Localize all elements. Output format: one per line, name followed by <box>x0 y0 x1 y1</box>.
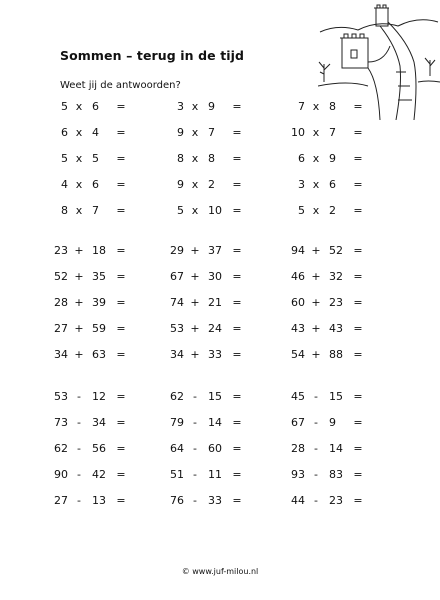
operand-2: 14 <box>208 416 222 429</box>
operator: - <box>77 416 81 429</box>
operand-1: 27 <box>54 322 68 335</box>
operand-2: 83 <box>329 468 343 481</box>
operand-1: 29 <box>170 244 184 257</box>
operator: - <box>314 494 318 507</box>
equals-sign: = <box>353 244 363 257</box>
operator: - <box>77 390 81 403</box>
equals-sign: = <box>232 322 242 335</box>
operator: - <box>314 390 318 403</box>
operator: - <box>193 494 197 507</box>
equals-sign: = <box>116 100 126 113</box>
operand-2: 15 <box>208 390 222 403</box>
operand-1: 3 <box>298 178 305 191</box>
operand-2: 8 <box>329 100 336 113</box>
equals-sign: = <box>116 322 126 335</box>
operand-1: 43 <box>291 322 305 335</box>
operator: x <box>312 152 320 165</box>
operand-1: 60 <box>291 296 305 309</box>
equals-sign: = <box>353 126 363 139</box>
operator: - <box>193 390 197 403</box>
equals-sign: = <box>353 100 363 113</box>
operator: - <box>193 468 197 481</box>
operand-1: 10 <box>291 126 305 139</box>
operand-1: 67 <box>291 416 305 429</box>
sum-row <box>0 178 440 194</box>
operand-2: 7 <box>329 126 336 139</box>
equals-sign: = <box>116 152 126 165</box>
sum-row <box>0 494 440 510</box>
sum-row <box>0 204 440 220</box>
operator: + <box>311 322 321 335</box>
equals-sign: = <box>232 178 242 191</box>
equals-sign: = <box>353 322 363 335</box>
operand-2: 56 <box>92 442 106 455</box>
operator: x <box>191 204 199 217</box>
operator: + <box>74 270 84 283</box>
equals-sign: = <box>353 416 363 429</box>
equals-sign: = <box>353 296 363 309</box>
operand-1: 79 <box>170 416 184 429</box>
operand-2: 9 <box>329 152 336 165</box>
operand-1: 28 <box>54 296 68 309</box>
operand-2: 21 <box>208 296 222 309</box>
operator: - <box>314 468 318 481</box>
equals-sign: = <box>116 416 126 429</box>
equals-sign: = <box>353 468 363 481</box>
operand-2: 7 <box>92 204 99 217</box>
operand-2: 13 <box>92 494 106 507</box>
operator: x <box>75 126 83 139</box>
sum-row <box>0 244 440 260</box>
operand-1: 5 <box>61 152 68 165</box>
sum-row <box>0 390 440 406</box>
equals-sign: = <box>353 494 363 507</box>
operand-2: 6 <box>329 178 336 191</box>
equals-sign: = <box>232 126 242 139</box>
operand-1: 76 <box>170 494 184 507</box>
sum-row <box>0 416 440 432</box>
sum-row <box>0 152 440 168</box>
sum-row <box>0 296 440 312</box>
operand-2: 7 <box>208 126 215 139</box>
equals-sign: = <box>116 442 126 455</box>
operand-2: 42 <box>92 468 106 481</box>
equals-sign: = <box>232 152 242 165</box>
operand-1: 23 <box>54 244 68 257</box>
operator: + <box>190 296 200 309</box>
operand-2: 34 <box>92 416 106 429</box>
operator: - <box>77 468 81 481</box>
operand-1: 5 <box>298 204 305 217</box>
operator: - <box>314 442 318 455</box>
operand-2: 59 <box>92 322 106 335</box>
operand-1: 8 <box>61 204 68 217</box>
operator: x <box>75 152 83 165</box>
sum-row <box>0 270 440 286</box>
operator: + <box>190 244 200 257</box>
operand-1: 93 <box>291 468 305 481</box>
operand-2: 11 <box>208 468 222 481</box>
operator: x <box>191 126 199 139</box>
operand-1: 46 <box>291 270 305 283</box>
equals-sign: = <box>353 152 363 165</box>
operand-2: 12 <box>92 390 106 403</box>
equals-sign: = <box>353 204 363 217</box>
operand-1: 45 <box>291 390 305 403</box>
operand-2: 18 <box>92 244 106 257</box>
equals-sign: = <box>232 468 242 481</box>
operator: + <box>190 348 200 361</box>
operand-1: 6 <box>61 126 68 139</box>
operator: x <box>312 204 320 217</box>
operand-1: 74 <box>170 296 184 309</box>
operand-1: 9 <box>177 178 184 191</box>
operand-2: 2 <box>208 178 215 191</box>
operand-1: 28 <box>291 442 305 455</box>
operator: - <box>193 442 197 455</box>
equals-sign: = <box>232 296 242 309</box>
operand-1: 90 <box>54 468 68 481</box>
operator: + <box>311 244 321 257</box>
operand-1: 34 <box>54 348 68 361</box>
equals-sign: = <box>116 348 126 361</box>
operand-2: 4 <box>92 126 99 139</box>
operand-1: 6 <box>298 152 305 165</box>
sum-row <box>0 348 440 364</box>
sum-row <box>0 100 440 116</box>
operand-1: 4 <box>61 178 68 191</box>
operand-1: 9 <box>177 126 184 139</box>
operator: x <box>191 100 199 113</box>
operand-2: 6 <box>92 178 99 191</box>
operand-1: 5 <box>61 100 68 113</box>
operator: - <box>193 416 197 429</box>
equals-sign: = <box>116 296 126 309</box>
operator: x <box>75 204 83 217</box>
operand-2: 15 <box>329 390 343 403</box>
operand-1: 34 <box>170 348 184 361</box>
equals-sign: = <box>353 178 363 191</box>
operator: x <box>312 178 320 191</box>
operand-2: 24 <box>208 322 222 335</box>
equals-sign: = <box>116 390 126 403</box>
operator: - <box>77 442 81 455</box>
equals-sign: = <box>232 442 242 455</box>
sum-row <box>0 322 440 338</box>
operand-2: 33 <box>208 494 222 507</box>
operator: + <box>74 348 84 361</box>
operator: + <box>190 322 200 335</box>
operand-1: 52 <box>54 270 68 283</box>
equals-sign: = <box>232 416 242 429</box>
operand-1: 94 <box>291 244 305 257</box>
equals-sign: = <box>353 442 363 455</box>
operand-1: 53 <box>54 390 68 403</box>
operand-2: 9 <box>208 100 215 113</box>
equals-sign: = <box>116 244 126 257</box>
equals-sign: = <box>353 390 363 403</box>
sum-row <box>0 126 440 142</box>
operand-1: 44 <box>291 494 305 507</box>
operator: x <box>75 100 83 113</box>
operand-1: 64 <box>170 442 184 455</box>
operand-1: 5 <box>177 204 184 217</box>
operand-2: 9 <box>329 416 336 429</box>
equals-sign: = <box>116 126 126 139</box>
equals-sign: = <box>232 244 242 257</box>
operator: x <box>312 100 320 113</box>
operator: x <box>191 152 199 165</box>
instruction-text: Weet jij de antwoorden? <box>60 80 181 91</box>
equals-sign: = <box>116 178 126 191</box>
equals-sign: = <box>232 390 242 403</box>
equals-sign: = <box>232 348 242 361</box>
operator: + <box>311 270 321 283</box>
operand-1: 7 <box>298 100 305 113</box>
operator: + <box>311 348 321 361</box>
operator: - <box>77 494 81 507</box>
operator: + <box>190 270 200 283</box>
operator: x <box>75 178 83 191</box>
equals-sign: = <box>116 270 126 283</box>
operand-2: 8 <box>208 152 215 165</box>
equals-sign: = <box>353 348 363 361</box>
sum-row <box>0 468 440 484</box>
operand-2: 88 <box>329 348 343 361</box>
operator: + <box>74 322 84 335</box>
operator: x <box>312 126 320 139</box>
operand-2: 63 <box>92 348 106 361</box>
operand-2: 23 <box>329 494 343 507</box>
sum-row <box>0 442 440 458</box>
operand-2: 10 <box>208 204 222 217</box>
operand-2: 39 <box>92 296 106 309</box>
operator: x <box>191 178 199 191</box>
equals-sign: = <box>353 270 363 283</box>
operand-1: 67 <box>170 270 184 283</box>
operand-2: 52 <box>329 244 343 257</box>
page-title: Sommen – terug in de tijd <box>60 48 245 63</box>
operand-2: 37 <box>208 244 222 257</box>
operand-2: 5 <box>92 152 99 165</box>
operand-2: 60 <box>208 442 222 455</box>
operand-2: 6 <box>92 100 99 113</box>
operand-2: 23 <box>329 296 343 309</box>
equals-sign: = <box>232 270 242 283</box>
operator: + <box>311 296 321 309</box>
operand-2: 43 <box>329 322 343 335</box>
operand-2: 33 <box>208 348 222 361</box>
operand-1: 54 <box>291 348 305 361</box>
operand-1: 62 <box>170 390 184 403</box>
operator: + <box>74 296 84 309</box>
operand-2: 32 <box>329 270 343 283</box>
equals-sign: = <box>116 204 126 217</box>
equals-sign: = <box>232 100 242 113</box>
equals-sign: = <box>232 204 242 217</box>
operand-1: 62 <box>54 442 68 455</box>
operator: - <box>314 416 318 429</box>
operand-2: 35 <box>92 270 106 283</box>
operand-2: 2 <box>329 204 336 217</box>
operand-2: 30 <box>208 270 222 283</box>
equals-sign: = <box>116 494 126 507</box>
equals-sign: = <box>116 468 126 481</box>
operand-2: 14 <box>329 442 343 455</box>
operand-1: 51 <box>170 468 184 481</box>
operand-1: 8 <box>177 152 184 165</box>
equals-sign: = <box>232 494 242 507</box>
operand-1: 53 <box>170 322 184 335</box>
operand-1: 3 <box>177 100 184 113</box>
operator: + <box>74 244 84 257</box>
operand-1: 73 <box>54 416 68 429</box>
operand-1: 27 <box>54 494 68 507</box>
copyright-footer: © www.juf-milou.nl <box>181 567 259 576</box>
